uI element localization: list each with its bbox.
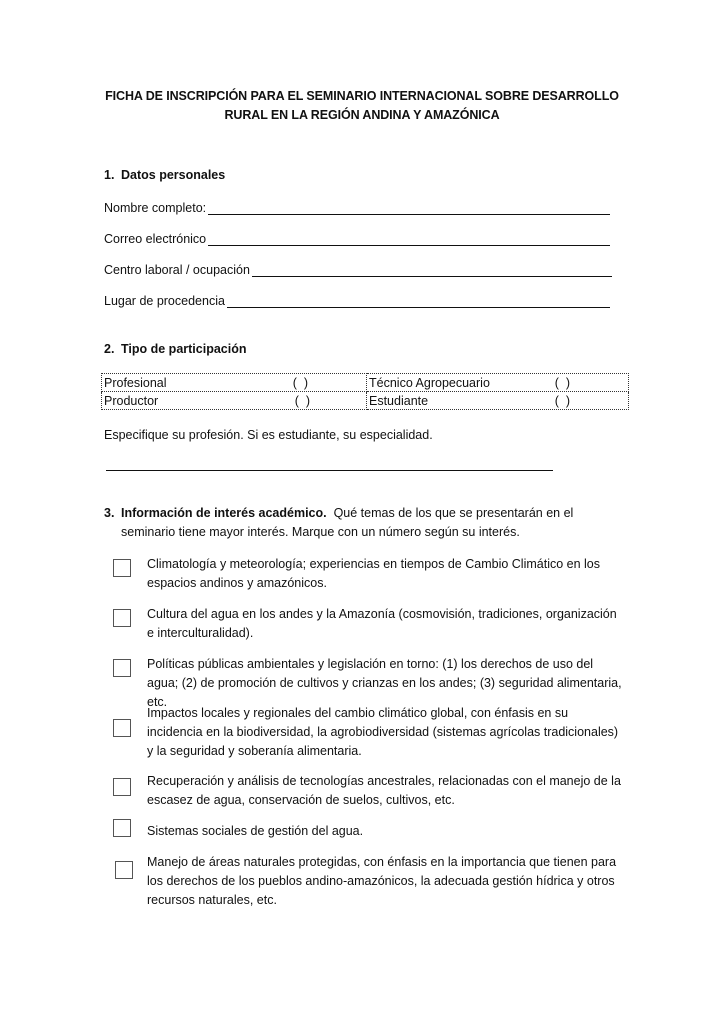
option-mark[interactable]: ( )	[554, 393, 570, 408]
workplace-field[interactable]	[104, 261, 612, 277]
topic-text: Manejo de áreas naturales protegidas, con énfasis en la importancia que tienen para los derechos de los pueblos andino-amazónicos, la adecuada gestión hídrica y otros recursos naturales, etc.	[147, 855, 617, 907]
section-2-heading	[104, 342, 246, 356]
section-3-number: 3.	[104, 506, 115, 520]
section-1-heading	[104, 168, 225, 182]
option-label: Productor	[104, 393, 159, 408]
workplace-label: Centro laboral / ocupación	[104, 263, 250, 277]
section-3-title: Información de interés académico.	[121, 506, 327, 520]
option-mark[interactable]: ( )	[294, 393, 310, 408]
workplace-input-line[interactable]	[252, 266, 612, 277]
table-row	[102, 392, 629, 410]
section-1-number: 1.	[104, 168, 115, 182]
origin-field[interactable]	[104, 292, 610, 308]
topic-text: Políticas públicas ambientales y legislación en torno: (1) los derechos de uso del agua; (2) de promoción de cultivos y crianzas en los andes; (3) seguridad alimentaria, etc.	[147, 657, 622, 709]
email-label: Correo electrónico	[104, 232, 207, 246]
topic-text: Climatología y meteorología; experiencias en tiempos de Cambio Climático en los espacios andinos y amazónicos.	[147, 557, 600, 590]
topic-text: Recuperación y análisis de tecnologías ancestrales, relacionadas con el manejo de la escasez de agua, conservación de suelos, cultivos, etc.	[147, 774, 621, 807]
topic-checkbox[interactable]	[113, 778, 131, 796]
full-name-label: Nombre completo:	[104, 201, 207, 215]
document-title: FICHA DE INSCRIPCIÓN PARA EL SEMINARIO INTERNACIONAL SOBRE DESARROLLO RURAL EN LA REGIÓN ANDINA Y AMAZÓNICA	[105, 89, 619, 122]
option-mark[interactable]: ( )	[554, 375, 570, 390]
section-2-number: 2.	[104, 342, 115, 356]
topic-text: Cultura del agua en los andes y la Amazonía (cosmovisión, tradiciones, organización e interculturalidad).	[147, 607, 617, 640]
table-row	[102, 374, 629, 392]
topic-checkbox[interactable]	[113, 819, 131, 837]
topic-checkbox[interactable]	[113, 659, 131, 677]
option-label: Profesional	[104, 375, 167, 390]
option-student[interactable]	[367, 392, 629, 410]
topic-checkbox[interactable]	[115, 861, 133, 879]
topic-checkbox[interactable]	[113, 719, 131, 737]
option-label: Estudiante	[369, 393, 429, 408]
full-name-input-line[interactable]	[208, 204, 610, 215]
option-producer[interactable]	[102, 392, 367, 410]
email-field[interactable]	[104, 230, 610, 246]
email-input-line[interactable]	[208, 235, 610, 246]
participation-table	[101, 373, 629, 410]
option-label: Técnico Agropecuario	[369, 375, 490, 390]
option-mark[interactable]: ( )	[292, 375, 308, 390]
origin-input-line[interactable]	[227, 297, 610, 308]
profession-input-line[interactable]	[106, 470, 553, 471]
section-3-instructions: Qué temas de los que se presentarán en el seminario tiene mayor interés. Marque con un número según su interés.	[121, 506, 574, 539]
topic-text: Impactos locales y regionales del cambio climático global, con énfasis en su incidencia en la biodiversidad, la agrobiodiversidad (sistemas agrícolas tradicionales) y la seguridad y soberanía alimentaria.	[147, 706, 619, 758]
topic-checkbox[interactable]	[113, 609, 131, 627]
option-agro-technician[interactable]	[367, 374, 629, 392]
full-name-field[interactable]	[104, 199, 610, 215]
topic-text: Sistemas sociales de gestión del agua.	[147, 824, 364, 838]
origin-label: Lugar de procedencia	[104, 294, 225, 308]
section-1-title: Datos personales	[121, 168, 226, 182]
profession-note: Especifique su profesión. Si es estudiante, su especialidad.	[104, 428, 433, 442]
section-2-title: Tipo de participación	[121, 342, 247, 356]
topic-checkbox[interactable]	[113, 559, 131, 577]
section-3-intro	[104, 504, 616, 542]
option-professional[interactable]	[102, 374, 367, 392]
